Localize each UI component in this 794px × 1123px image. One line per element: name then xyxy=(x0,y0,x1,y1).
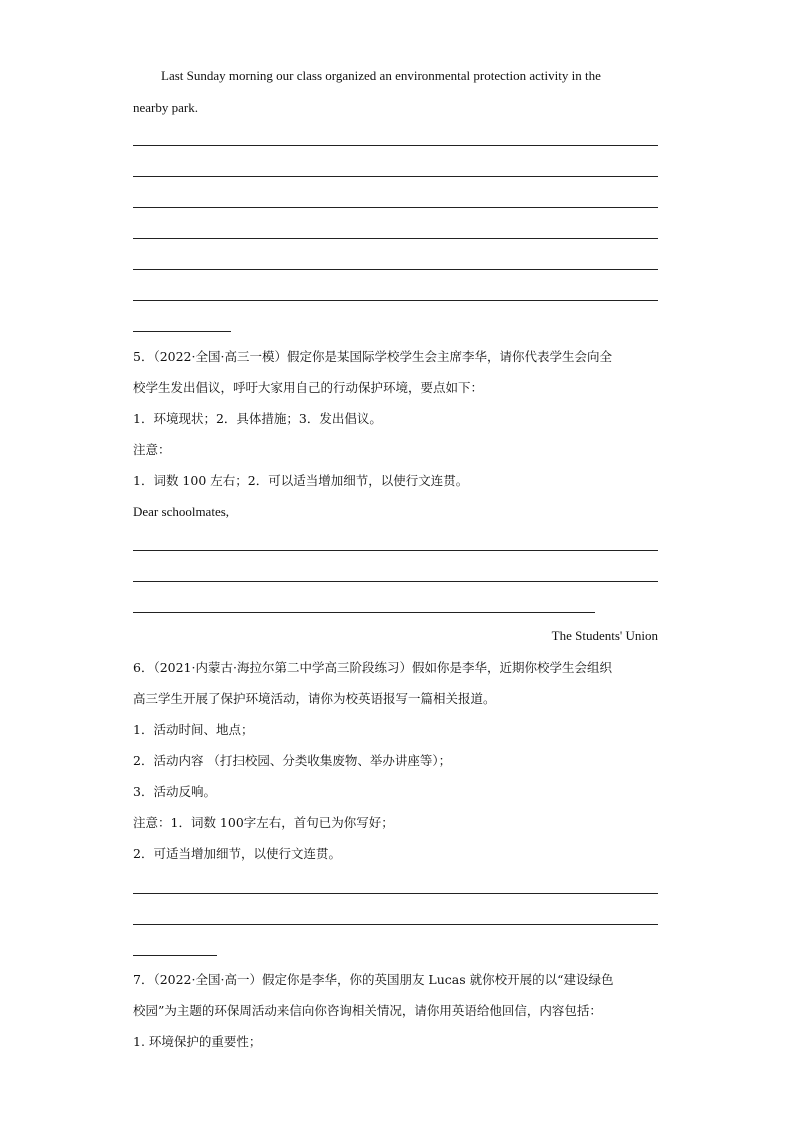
q6-line-1: 6．（2021·内蒙古·海拉尔第二中学高三阶段练习）假如你是李华，近期你校学生会组织 xyxy=(133,660,612,675)
writing-line xyxy=(133,893,658,894)
q5-signature: The Students' Union xyxy=(551,628,658,643)
q6-note-2: 2．可适当增加细节，以使行文连贯。 xyxy=(133,846,341,861)
writing-line xyxy=(133,550,658,551)
writing-line-short xyxy=(133,955,217,956)
writing-line xyxy=(133,924,658,925)
writing-line xyxy=(133,176,658,177)
q6-note-1: 注意：1．词数 100字左右，首句已为你写好； xyxy=(133,815,394,830)
q6-line-2: 高三学生开展了保护环境活动，请你为校英语报写一篇相关报道。 xyxy=(133,691,496,706)
writing-line xyxy=(133,238,658,239)
q5-line-2: 校学生发出倡议，呼吁大家用自己的行动保护环境，要点如下： xyxy=(133,380,484,395)
q5-note: 1．词数 100 左右；2．可以适当增加细节，以使行文连贯。 xyxy=(133,473,469,488)
writing-line xyxy=(133,269,658,270)
q5-line-1: 5．（2022·全国·高三一模）假定你是某国际学校学生会主席李华，请你代表学生会向全 xyxy=(133,349,612,364)
writing-line xyxy=(133,300,658,301)
writing-line xyxy=(133,145,658,146)
intro-line-1: Last Sunday morning our class organized an environmental protection activity in the xyxy=(161,68,601,83)
writing-line-short xyxy=(133,331,231,332)
q6-item-1: 1．活动时间、地点； xyxy=(133,722,254,737)
writing-line xyxy=(133,581,658,582)
q5-note-label: 注意： xyxy=(133,442,171,457)
q7-line-1: 7．（2022·全国·高一）假定你是李华，你的英国朋友 Lucas 就你校开展的以“建设绿色 xyxy=(133,972,614,987)
q6-item-2: 2．活动内容 （打扫校园、分类收集废物、举办讲座等）； xyxy=(133,753,452,768)
q7-item-1: 1. 环境保护的重要性； xyxy=(133,1034,262,1049)
q5-salutation: Dear schoolmates, xyxy=(133,504,230,519)
intro-line-2: nearby park. xyxy=(133,100,198,115)
q6-item-3: 3．活动反响。 xyxy=(133,784,216,799)
q7-line-2: 校园”为主题的环保周活动来信向你咨询相关情况，请你用英语给他回信，内容包括： xyxy=(133,1003,602,1018)
writing-line xyxy=(133,612,595,613)
writing-line xyxy=(133,207,658,208)
q5-points: 1．环境现状；2．具体措施；3．发出倡议。 xyxy=(133,411,382,426)
